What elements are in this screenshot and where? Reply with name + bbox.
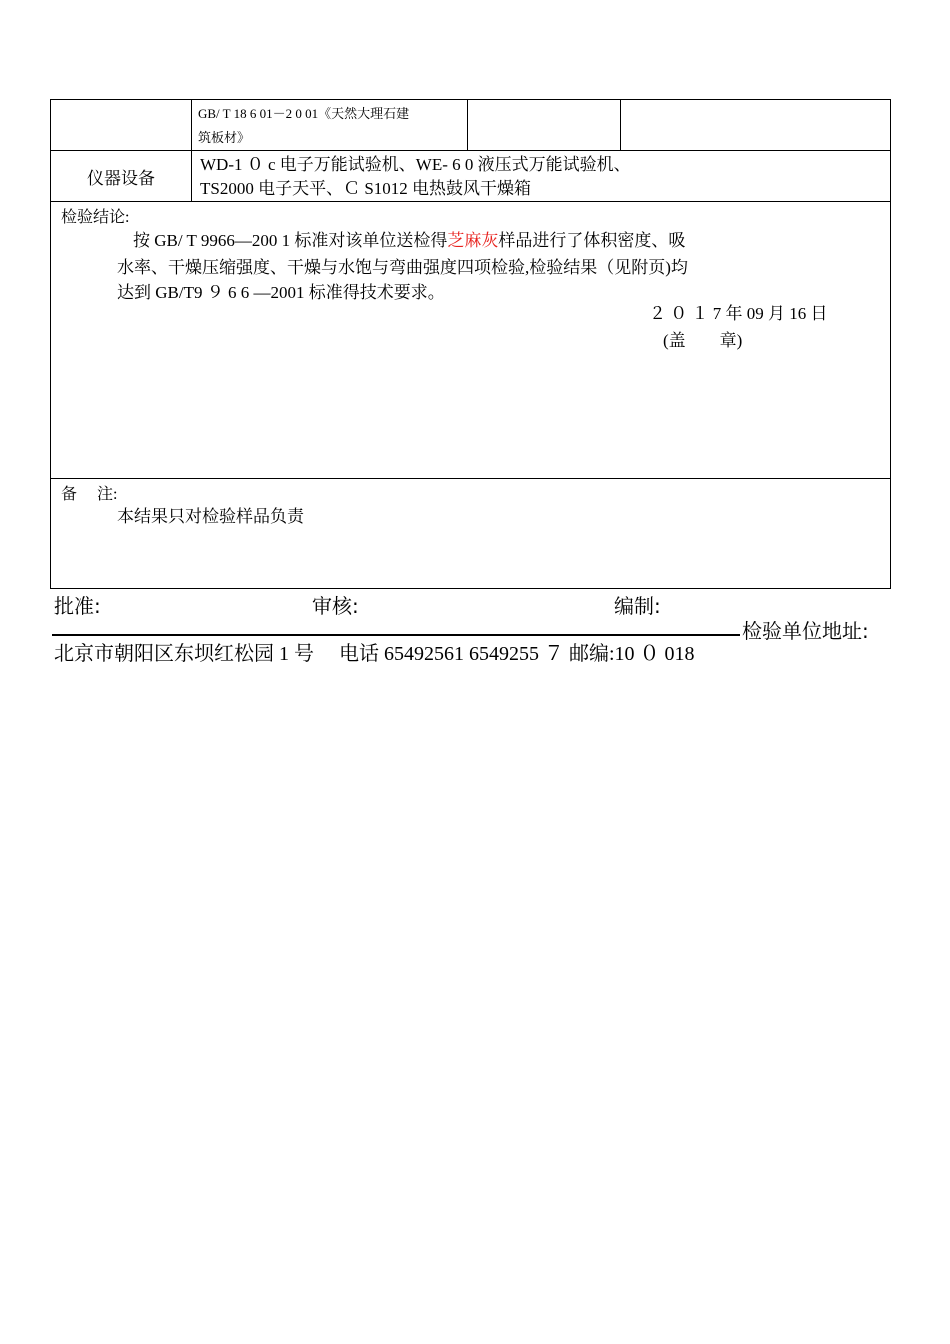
conclusion-label: 检验结论: [61,209,130,226]
sample-name: 芝麻灰 [447,231,499,250]
signature-underline [52,634,740,636]
remarks-row [51,479,890,589]
address-line: 北京市朝阳区东坝红松园 1 号 电话 65492561 6549255 ７ 邮编:10 ０ 018 [54,643,695,665]
equipment-line-2: TS2000 电子天平、Ｃ S1012 电热鼓风干燥箱 [200,179,532,198]
equipment-label: 仪器设备 [87,168,155,189]
conclusion-line-2: 水率、干燥压缩强度、干燥与水饱与弯曲强度四项检验,检验结果（见附页)均 [117,258,688,277]
standard-line-2: 筑板材》 [198,130,251,145]
address-label: 检验单位地址: [742,619,869,643]
report-table [50,99,891,589]
approve-label: 批准: [54,594,101,618]
empty-cell-4 [620,100,890,150]
review-label: 审核: [312,594,359,618]
conclusion-row [51,202,890,479]
equipment-line-1: WD-1 ０ c 电子万能试验机、WE- 6 0 液压式万能试验机、 [200,155,631,174]
compile-label: 编制: [614,594,661,618]
conclusion-line-3: 达到 GB/T9 ９ 6 6 —2001 标准得技术要求。 [117,283,445,302]
report-date: ２ ０ １ 7 年 09 月 16 日 [649,304,828,323]
equipment-row [51,151,890,202]
conclusion-text-1: 按 GB/ T 9966—200 1 标准对该单位送检得 [133,231,448,250]
conclusion-text-2: 样品进行了体积密度、吸 [498,231,686,250]
remarks-note: 本结果只对检验样品负责 [117,507,304,526]
equipment-cell [191,151,890,201]
standard-row [51,100,890,151]
standard-cell [191,100,467,150]
conclusion-line-1 [133,226,685,255]
standard-line-1: GB/ T 18 6 01－2 0 01《天然大理石建 [198,106,410,121]
seal-text: (盖 章) [663,331,743,350]
remarks-label: 备 注: [61,486,118,503]
empty-cell-3 [467,100,620,150]
